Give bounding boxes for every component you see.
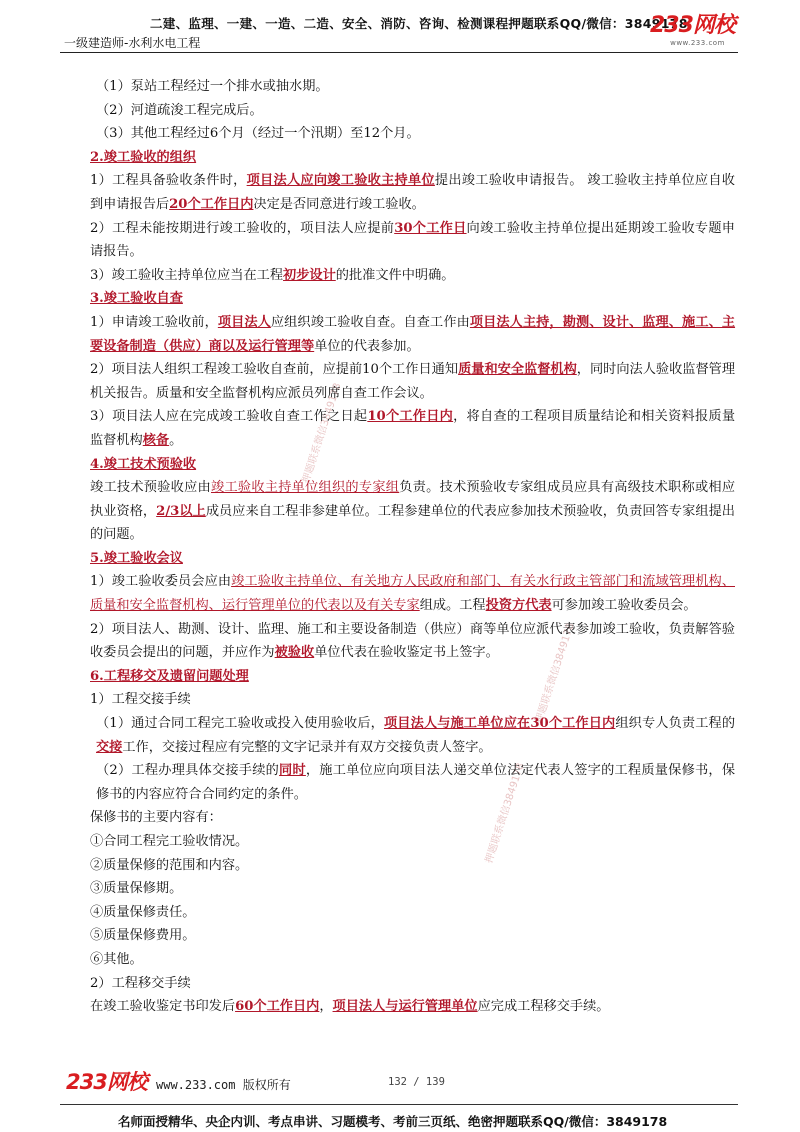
heading-text: 5.竣工验收会议 [90,550,183,566]
section-heading-5 [90,547,735,571]
list-item: ②质量保修的范围和内容。 [90,857,249,873]
paragraph [90,311,735,358]
emphasis: 被验收 [274,645,315,661]
paragraph [90,358,735,405]
text: 2）项目法人、勘测、设计、监理、施工和主要设备制造（供应）商等单位应派代表参加竣工验收，负责解答验收委员会提出的问题，并应作为 [90,621,735,661]
paragraph [90,618,735,665]
paragraph [90,169,735,216]
emphasis: 项目法人应向竣工验收主持单位 [246,173,435,189]
text: 1）申请竣工验收前， [90,314,218,330]
emphasis: 初步设计 [283,267,336,283]
header-contact-line: 二建、监理、一建、一造、二造、安全、消防、咨询、检测课程押题联系QQ/微信：3849178 [150,16,688,31]
text: 向竣工验收主持单位提出延期竣工验收专题申请报告。 [90,220,735,260]
paragraph: （2）河道疏浚工程完成后。 [96,102,263,118]
text: ，施工单位应向项目法人递交单位法定代表人签字的工程质量保修书，保修书的内容应符合合同约定的条件。 [96,763,736,802]
emphasis: 60个工作日内 [235,999,320,1015]
paragraph [90,476,735,547]
heading-text: 6.工程移交及遗留问题处理 [90,668,249,684]
emphasis: 交接 [96,739,123,755]
text: 可参加竣工验收委员会。 [551,598,697,614]
text: 应完成工程移交手续。 [477,999,610,1015]
paragraph: 2）工程移交手续 [90,975,191,991]
emphasis: 投资方代表 [485,598,552,614]
text: 单位代表在验收鉴定书上签字。 [314,645,499,661]
emphasis: 竣工验收主持单位组织的专家组 [211,480,400,496]
logo-text: 233网校 [66,1070,147,1094]
paragraph: 保修书的主要内容有： [90,810,222,826]
list-item: ⑥其他。 [90,951,143,967]
text: 组织专人负责工程的 [615,716,736,732]
text: 3）项目法人应在完成竣工验收自查工作之日起 [90,409,368,425]
header-subject: 一级建造师-水利水电工程 [64,36,201,50]
logo-subtext: www.233.com [670,39,725,47]
paragraph [90,217,735,264]
text: （1）通过合同工程完工验收或投入使用验收后， [96,716,384,732]
paragraph: （3）其他工程经过6个月（经过一个汛期）至12个月。 [96,126,420,142]
watermark-3: 押题联系微信3849178 [483,761,527,865]
list-item: ③质量保修期。 [90,881,183,897]
heading-text: 3.竣工验收自查 [90,291,183,307]
text: 3）竣工验收主持单位应当在工程 [90,267,284,283]
section-heading-6 [90,665,735,689]
emphasis: 项目法人与施工单位应在30个工作日内 [383,716,616,732]
text: ， [319,999,333,1015]
text: 提出竣工验收申请报告。 竣工验收主持单位应自收到申请报告后 [90,173,735,212]
text: 2）工程未能按期进行竣工验收的，项目法人应提前 [90,220,395,236]
brand-logo-bottom[interactable] [66,1070,147,1094]
paragraph: （1）泵站工程经过一个排水或抽水期。 [96,79,329,94]
emphasis: 20个工作日内 [169,196,254,212]
emphasis: 2/3以上 [156,503,206,519]
text: 2）项目法人组织工程竣工验收自查前，应提前10个工作日通知 [90,362,459,378]
footer-promo-text: 名师面授精华、央企内训、考点串讲、习题模考、考前三页纸、绝密押题联系QQ/微信：3849178 [118,1114,668,1129]
emphasis: 项目法人主持，勘测、设计、监理、施工、主要设备制造（供应）商以及运行管理等 [90,314,736,354]
list-item: ⑤质量保修费用。 [90,928,196,944]
emphasis: 30个工作日 [394,220,467,236]
text: 成员应来自工程非参建单位。工程参建单位的代表应参加技术预验收，负责回答专家组提出的问题。 [90,503,735,543]
text: 单位的代表参加。 [314,338,420,354]
text: 负责。技术预验收专家组成员应具有高级技术职称或相应执业资格， [90,480,736,519]
section-heading-3 [90,287,735,311]
text: 组成。工程 [419,598,486,614]
text: ，将自查的工程项目质量结论和相关资料报质量监督机构 [90,409,736,448]
logo-text: 233网校 [650,13,735,38]
text: 应组织竣工验收自查。自查工作由 [270,314,470,330]
emphasis: 同时 [279,763,306,779]
heading-text: 4.竣工技术预验收 [90,456,197,472]
text: 1）工程具备验收条件时， [90,173,247,189]
page-number: 132 / 139 [388,1076,445,1088]
list-item: ①合同工程完工验收情况。 [90,834,249,849]
emphasis: 项目法人与运行管理单位 [332,999,478,1015]
text: 1）竣工验收委员会应由 [90,574,232,590]
paragraph: 1）工程交接手续 [90,692,191,708]
paragraph [90,995,735,1019]
list-item: ④质量保修责任。 [90,904,196,920]
paragraph [90,570,735,617]
text: 决定是否同意进行竣工验收。 [253,196,425,212]
text: ，同时向法人验收监督管理机关报告。质量和安全监督机构应派员列席自查工作会议。 [90,362,736,401]
watermark-1: 押题联系微信3849178 [300,381,344,485]
brand-logo-top[interactable] [650,14,745,54]
section-heading-4 [90,453,735,477]
emphasis: 项目法人 [217,314,271,330]
watermark-2: 押题联系微信3849178 [533,621,577,725]
document-body [90,75,735,1019]
text: （2）工程办理具体交接手续的 [96,763,280,779]
emphasis: 质量和安全监督机构 [458,362,577,378]
paragraph [90,759,735,806]
paragraph [90,264,735,288]
text: 。 [169,432,183,448]
text: 在竣工验收鉴定书印发后 [90,999,236,1015]
emphasis: 竣工验收主持单位、有关地方人民政府和部门、有关水行政主管部门和流域管理机构、质量和安全监督机构、运行管理单位的代表以及有关专家 [90,574,735,614]
heading-text: 2.竣工验收的组织 [90,149,197,165]
footer-website[interactable]: www.233.com 版权所有 [156,1078,291,1092]
section-heading-2 [90,146,735,170]
footer-rule [60,1104,738,1105]
text: 工作，交接过程应有完整的文字记录并有双方交接负责人签字。 [122,739,492,755]
emphasis: 10个工作日内 [367,409,454,425]
text: 竣工技术预验收应由 [90,480,211,496]
paragraph [90,405,735,452]
emphasis: 核备 [142,432,170,448]
paragraph [90,712,735,759]
header-rule [60,52,738,53]
text: 的批准文件中明确。 [335,267,455,283]
